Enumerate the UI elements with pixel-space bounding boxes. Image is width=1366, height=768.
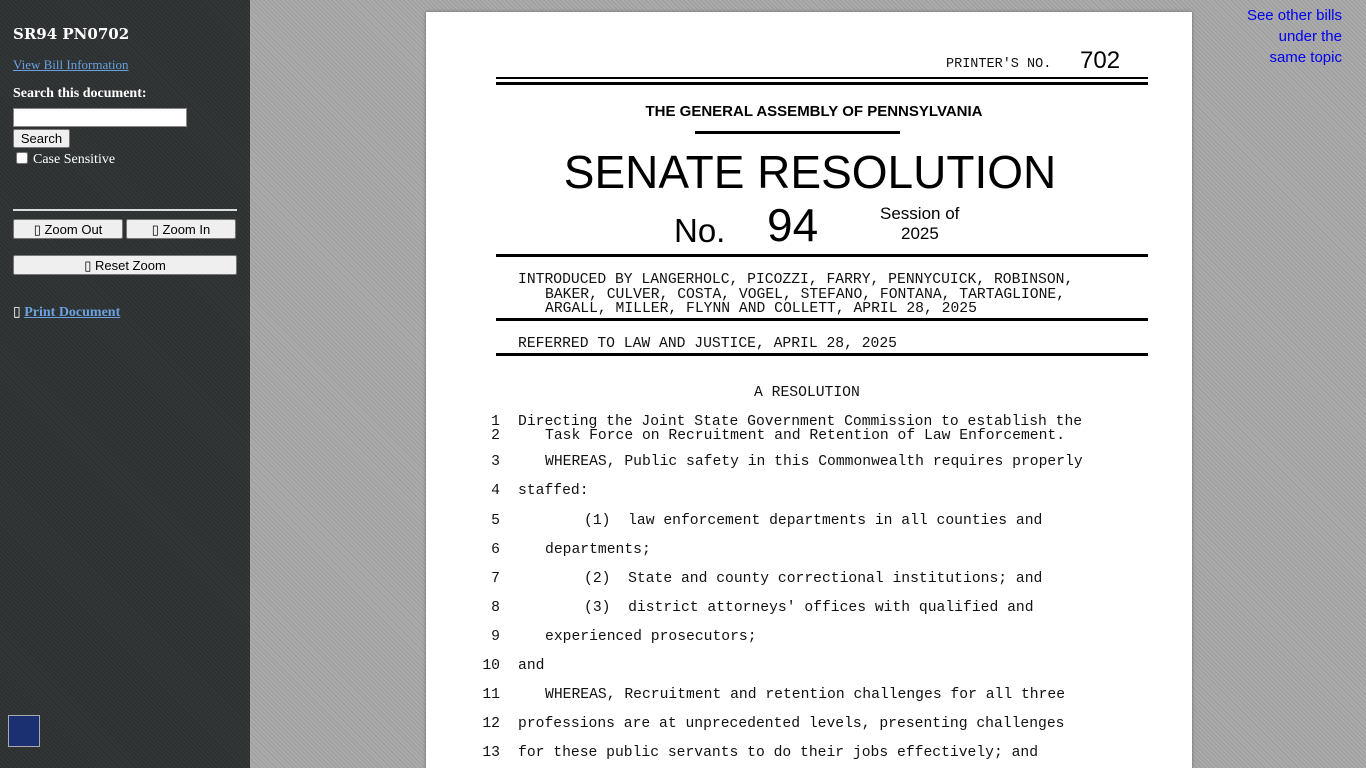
rule (496, 82, 1148, 85)
rule (496, 318, 1148, 321)
rule (496, 77, 1148, 79)
line-number: 10 (482, 658, 500, 674)
line-number: 13 (482, 745, 500, 761)
line-number: 4 (491, 483, 500, 499)
print-document-link[interactable]: Print Document (24, 305, 121, 320)
line-text: (3) district attorneys' offices with qualified and (584, 600, 1034, 616)
line-text: and (518, 658, 545, 674)
zoom-out-button[interactable]: ▯ Zoom Out (13, 219, 123, 239)
rule (496, 353, 1148, 356)
broken-image-icon (8, 715, 40, 747)
resolution-number: 94 (767, 199, 819, 251)
sidebar (0, 0, 250, 768)
search-button[interactable]: Search (13, 129, 70, 148)
line-text: experienced prosecutors; (545, 629, 757, 645)
line-number: 8 (491, 600, 500, 616)
line-text: (1) law enforcement departments in all counties and (584, 513, 1043, 529)
line-text: (2) State and county correctional institutions; and (584, 571, 1043, 587)
printers-no-label: PRINTER'S NO. (946, 57, 1052, 72)
zoom-in-button[interactable]: ▯ Zoom In (126, 219, 236, 239)
print-icon: ▯ (13, 305, 21, 320)
session-label: Session of (880, 204, 960, 223)
assembly-name: THE GENERAL ASSEMBLY OF PENNSYLVANIA (645, 103, 983, 120)
line-number: 3 (491, 454, 500, 470)
line-number: 7 (491, 571, 500, 587)
topic-line[interactable]: See other bills (1246, 7, 1342, 24)
introduced-by: INTRODUCED BY LANGERHOLC, PICOZZI, FARRY, PENNYCUICK, ROBINSON, (518, 272, 1074, 288)
document-title: SENATE RESOLUTION (563, 146, 1057, 198)
line-number: 12 (482, 716, 500, 732)
referred-to: REFERRED TO LAW AND JUSTICE, APRIL 28, 2025 (518, 336, 897, 352)
line-text: Directing the Joint State Government Commission to establish the (518, 414, 1083, 430)
line-number: 1 (491, 414, 500, 430)
no-label: No. (674, 212, 726, 249)
session-year: 2025 (901, 224, 939, 243)
rule (496, 254, 1148, 257)
reset-zoom-button[interactable]: ▯ Reset Zoom (13, 255, 237, 275)
line-number: 11 (482, 687, 500, 703)
search-input[interactable] (13, 108, 187, 127)
line-number: 9 (491, 629, 500, 645)
line-text: for these public servants to do their jobs effectively; and (518, 745, 1039, 761)
resolution-heading: A RESOLUTION (754, 385, 860, 401)
line-text: staffed: (518, 483, 589, 499)
introduced-by: BAKER, CULVER, COSTA, VOGEL, STEFANO, FONTANA, TARTAGLIONE, (545, 287, 1066, 303)
search-label: Search this document: (13, 86, 147, 101)
line-text: WHEREAS, Public safety in this Commonwealth requires properly (545, 454, 1083, 470)
line-number: 5 (491, 513, 500, 529)
print-row (13, 304, 120, 321)
view-bill-information-link[interactable]: View Bill Information (13, 57, 129, 72)
topic-line[interactable]: under the (1278, 28, 1342, 45)
line-text: departments; (545, 542, 651, 558)
case-sensitive-label: Case Sensitive (33, 152, 116, 167)
introduced-by: ARGALL, MILLER, FLYNN AND COLLETT, APRIL 28, 2025 (545, 301, 977, 317)
line-number: 6 (491, 542, 500, 558)
line-number: 2 (491, 428, 500, 444)
case-sensitive-checkbox[interactable] (16, 152, 28, 164)
line-text: Task Force on Recruitment and Retention of Law Enforcement. (545, 428, 1066, 444)
topic-line[interactable]: same topic (1269, 49, 1342, 66)
line-text: professions are at unprecedented levels, presenting challenges (518, 716, 1065, 732)
line-text: WHEREAS, Recruitment and retention challenges for all three (545, 687, 1066, 703)
rule (695, 131, 900, 134)
see-other-bills-link[interactable] (1247, 5, 1342, 68)
printers-no: 702 (1080, 47, 1121, 74)
document-page (426, 12, 1192, 768)
bill-title: SR94 PN0702 (13, 25, 130, 43)
divider (13, 209, 237, 211)
